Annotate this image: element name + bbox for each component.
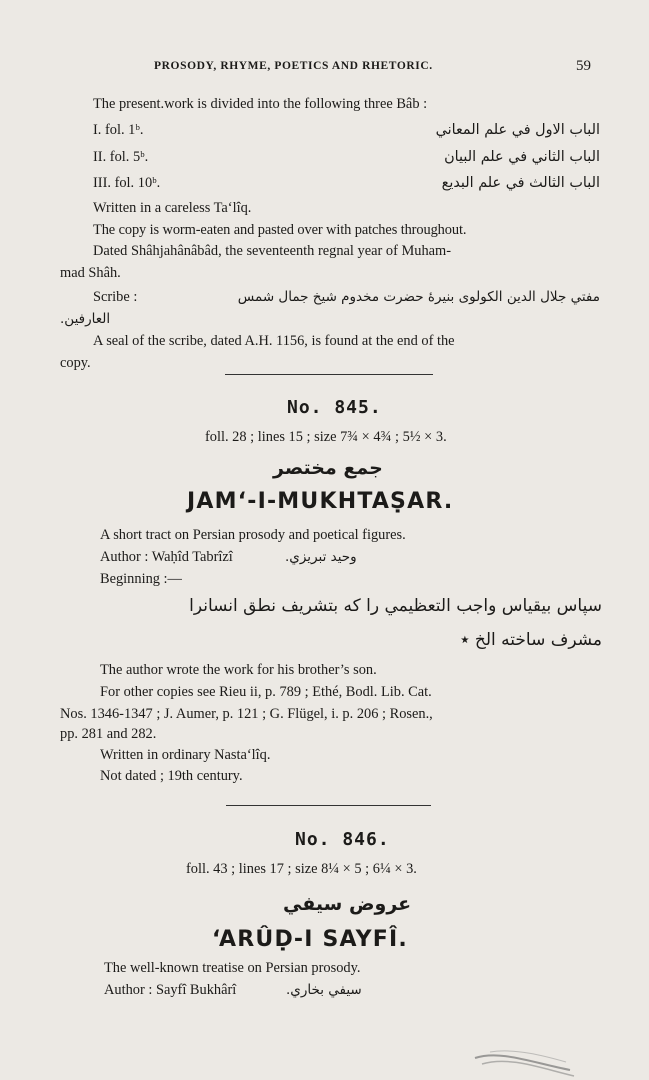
- entry-845-writing: Written in ordinary Nasta‘lîq.: [100, 747, 271, 763]
- running-title: PROSODY, RHYME, POETICS AND RHETORIC.: [154, 60, 433, 72]
- entry-845-beginning-arabic-2: مشرف ساخته الخ ٭: [460, 630, 602, 650]
- scribe-label: Scribe :: [93, 289, 138, 305]
- scribe-arabic: مفتي جلال الدين الكولوى بنيرهٔ حضرت مخدوم شيخ جمال شمس: [237, 289, 600, 305]
- entry-845-dated: Not dated ; 19th century.: [100, 768, 243, 784]
- entry-845-note: The author wrote the work for his brother’s son.: [100, 662, 377, 678]
- entry-846-number: No. 846.: [295, 829, 390, 850]
- bab-2-arabic: الباب الثاني في علم البيان: [444, 149, 600, 165]
- entry-divider: [226, 805, 431, 806]
- seal-line-1: A seal of the scribe, dated A.H. 1156, is found at the end of the: [93, 333, 455, 349]
- intro-line: The present.work is divided into the following three Bâb :: [93, 96, 428, 112]
- page-number: 59: [576, 58, 591, 74]
- seal-line-2: copy.: [60, 355, 91, 371]
- entry-845-title: JAM‘-I-MUKHTAṢAR.: [187, 489, 454, 514]
- writing-note: Written in a careless Ta‘lîq.: [93, 200, 252, 216]
- entry-845-author: Author : Waḥîd Tabrîzî: [100, 549, 233, 565]
- entry-846-collation: foll. 43 ; lines 17 ; size 8¼ × 5 ; 6¼ × 3.: [186, 861, 417, 877]
- bab-3-folio: III. fol. 10ᵇ.: [93, 175, 161, 191]
- entry-845-description: A short tract on Persian prosody and poetical figures.: [100, 527, 406, 543]
- condition-note: The copy is worm-eaten and pasted over with patches throughout.: [93, 222, 467, 238]
- entry-845-beginning-arabic-1: سپاس بيقياس واجب التعظيمي را كه بتشريف نطق انسانرا: [189, 596, 602, 616]
- dated-line-2: mad Shâh.: [60, 265, 121, 281]
- entry-846-author: Author : Sayfî Bukhârî: [104, 982, 237, 998]
- scribe-arabic-cont: العارفين.: [60, 311, 111, 327]
- entry-845-collation: foll. 28 ; lines 15 ; size 7¾ × 4¾ ; 5½ × 3.: [205, 429, 447, 445]
- section-divider: [225, 374, 433, 375]
- entry-846-description: The well-known treatise on Persian prosody.: [104, 960, 361, 976]
- bab-1-arabic: الباب الاول في علم المعاني: [435, 122, 600, 138]
- entry-845-author-arabic: وحيد تبريزي.: [285, 549, 357, 565]
- entry-846-arabic-title: عروض سيفي: [283, 893, 412, 915]
- entry-845-copies-3: pp. 281 and 282.: [60, 726, 157, 742]
- bab-3-arabic: الباب الثالث في علم البديع: [441, 175, 600, 191]
- bab-2-folio: II. fol. 5ᵇ.: [93, 149, 149, 165]
- entry-845-copies-2: Nos. 1346-1347 ; J. Aumer, p. 121 ; G. Flügel, i. p. 206 ; Rosen.,: [60, 706, 433, 722]
- entry-846-title: ‘ARÛḌ-I SAYFÎ.: [212, 927, 408, 952]
- entry-845-copies-1: For other copies see Rieu ii, p. 789 ; Ethé, Bodl. Lib. Cat.: [100, 684, 432, 700]
- dated-line-1: Dated Shâhjahânâbâd, the seventeenth regnal year of Muham-: [93, 243, 452, 259]
- bab-1-folio: I. fol. 1ᵇ.: [93, 122, 144, 138]
- entry-845-beginning-label: Beginning :—: [100, 571, 182, 587]
- entry-845-number: No. 845.: [287, 397, 382, 418]
- entry-845-arabic-title: جمع مختصر: [273, 457, 383, 479]
- ink-smudge: [470, 1040, 580, 1080]
- entry-846-author-arabic: سيفي بخاري.: [286, 982, 362, 998]
